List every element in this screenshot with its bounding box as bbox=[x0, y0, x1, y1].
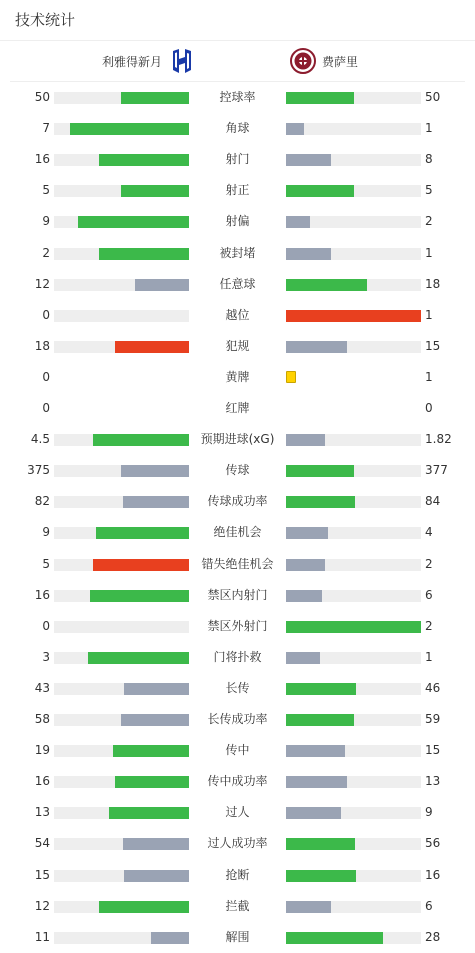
home-value: 82 bbox=[34, 494, 50, 509]
away-value: 56 bbox=[425, 836, 441, 851]
home-bar-track bbox=[54, 248, 189, 260]
home-value: 50 bbox=[34, 90, 50, 104]
away-bar-fill bbox=[286, 807, 341, 819]
stat-row bbox=[0, 331, 475, 362]
stat-row bbox=[0, 828, 475, 859]
away-bar-track bbox=[286, 590, 421, 602]
home-value: 0 bbox=[42, 618, 50, 633]
away-bar-fill bbox=[286, 279, 367, 291]
home-value: 5 bbox=[42, 556, 50, 571]
away-value: 2 bbox=[425, 556, 433, 571]
home-bar-track bbox=[54, 621, 189, 633]
stat-label: 黄牌 bbox=[225, 369, 250, 384]
stat-row bbox=[0, 238, 475, 269]
away-value: 6 bbox=[425, 587, 433, 602]
away-bar-fill bbox=[286, 559, 325, 571]
stat-label: 禁区外射门 bbox=[207, 618, 268, 633]
home-bar-track bbox=[54, 932, 189, 944]
away-value: 8 bbox=[425, 152, 433, 167]
stat-row bbox=[0, 642, 475, 673]
away-bar-track bbox=[286, 745, 421, 757]
home-bar-fill bbox=[121, 92, 189, 104]
away-value: 1.82 bbox=[425, 432, 452, 447]
home-value: 0 bbox=[42, 401, 50, 415]
away-value: 1 bbox=[425, 245, 433, 260]
home-bar-track bbox=[54, 590, 189, 602]
stat-label: 红牌 bbox=[225, 401, 250, 415]
home-bar-track bbox=[54, 652, 189, 664]
stat-row bbox=[0, 300, 475, 331]
home-value: 12 bbox=[34, 898, 50, 913]
away-bar-fill bbox=[286, 652, 320, 664]
stat-row bbox=[0, 673, 475, 704]
home-bar-fill bbox=[113, 745, 189, 757]
stat-row bbox=[0, 860, 475, 891]
away-bar-track bbox=[286, 310, 421, 322]
home-bar-fill bbox=[99, 248, 189, 260]
away-value: 1 bbox=[425, 649, 433, 664]
stat-label: 传球成功率 bbox=[207, 494, 268, 509]
away-bar-track bbox=[286, 341, 421, 353]
home-value: 16 bbox=[34, 774, 50, 789]
home-value: 0 bbox=[42, 369, 50, 384]
away-bar-track bbox=[286, 652, 421, 664]
away-bar-track bbox=[286, 216, 421, 228]
stat-row bbox=[0, 424, 475, 455]
away-bar-fill bbox=[286, 870, 356, 882]
stat-label: 抢断 bbox=[225, 867, 250, 882]
home-value: 0 bbox=[42, 307, 50, 322]
section-title: 技术统计 bbox=[0, 0, 475, 41]
home-bar-track bbox=[54, 496, 189, 508]
away-bar-fill bbox=[286, 590, 322, 602]
home-bar-track bbox=[54, 279, 189, 291]
away-value: 1 bbox=[425, 369, 433, 384]
away-value: 59 bbox=[425, 712, 441, 726]
stat-label: 长传 bbox=[225, 680, 250, 695]
stat-label: 禁区内射门 bbox=[207, 587, 268, 602]
home-bar-track bbox=[54, 870, 189, 882]
away-bar-fill bbox=[286, 932, 383, 944]
away-bar-track bbox=[286, 279, 421, 291]
away-team-name: 费萨里 bbox=[322, 54, 359, 69]
stat-label: 射正 bbox=[225, 183, 250, 198]
stat-label: 解围 bbox=[225, 929, 250, 944]
away-value: 0 bbox=[425, 401, 433, 415]
home-value: 16 bbox=[34, 587, 50, 602]
away-bar-fill bbox=[286, 745, 345, 757]
away-value: 15 bbox=[425, 743, 441, 758]
stat-row bbox=[0, 549, 475, 580]
stat-label: 控球率 bbox=[219, 90, 256, 104]
away-value: 18 bbox=[425, 276, 441, 291]
stat-label: 错失绝佳机会 bbox=[201, 556, 274, 571]
home-bar-fill bbox=[90, 590, 189, 602]
stat-row bbox=[0, 517, 475, 548]
stat-row bbox=[0, 206, 475, 237]
stat-label: 犯规 bbox=[225, 338, 250, 353]
away-value: 6 bbox=[425, 898, 433, 913]
home-bar-fill bbox=[99, 901, 189, 913]
away-bar-track bbox=[286, 838, 421, 850]
away-value: 4 bbox=[425, 525, 433, 540]
stat-label: 角球 bbox=[225, 121, 250, 136]
home-value: 54 bbox=[34, 836, 50, 851]
home-bar-fill bbox=[93, 434, 189, 446]
away-bar-fill bbox=[286, 92, 354, 104]
away-value: 9 bbox=[425, 805, 433, 820]
home-value: 375 bbox=[27, 463, 50, 478]
stat-label: 任意球 bbox=[219, 276, 256, 291]
away-bar-fill bbox=[286, 310, 421, 322]
away-bar-track bbox=[286, 248, 421, 260]
away-bar-fill bbox=[286, 123, 304, 135]
home-value: 4.5 bbox=[30, 432, 50, 447]
home-bar-track bbox=[54, 807, 189, 819]
home-bar-fill bbox=[96, 527, 189, 539]
home-bar-fill bbox=[93, 559, 189, 571]
stat-label: 过人 bbox=[225, 805, 250, 820]
stat-row bbox=[0, 362, 475, 393]
away-bar-fill bbox=[286, 154, 331, 166]
stat-label: 射偏 bbox=[225, 214, 250, 229]
away-team-logo-icon bbox=[290, 48, 314, 74]
away-value: 2 bbox=[425, 618, 433, 633]
away-bar-fill bbox=[286, 341, 347, 353]
home-value: 2 bbox=[42, 245, 50, 260]
stat-row bbox=[0, 393, 475, 424]
away-bar-track bbox=[286, 527, 421, 539]
away-bar-track bbox=[286, 92, 421, 104]
stat-label: 拦截 bbox=[225, 898, 250, 913]
home-bar-fill bbox=[88, 652, 189, 664]
away-value: 13 bbox=[425, 774, 441, 789]
home-bar-track bbox=[54, 776, 189, 788]
home-bar-fill bbox=[115, 776, 189, 788]
home-bar-fill bbox=[70, 123, 189, 135]
home-value: 9 bbox=[42, 525, 50, 540]
home-bar-fill bbox=[99, 154, 189, 166]
away-bar-fill bbox=[286, 496, 355, 508]
stat-row bbox=[0, 486, 475, 517]
away-bar-track bbox=[286, 496, 421, 508]
away-value: 50 bbox=[425, 90, 441, 104]
home-bar-fill bbox=[121, 185, 189, 197]
home-bar-track bbox=[54, 216, 189, 228]
stat-label: 传中成功率 bbox=[207, 774, 268, 789]
home-team[interactable] bbox=[102, 41, 194, 81]
home-value: 3 bbox=[42, 649, 50, 664]
stat-row bbox=[0, 611, 475, 642]
stat-row bbox=[0, 175, 475, 206]
home-bar-track bbox=[54, 310, 189, 322]
home-value: 43 bbox=[34, 680, 50, 695]
home-bar-track bbox=[54, 465, 189, 477]
away-bar-fill bbox=[286, 683, 356, 695]
yellow-card-icon bbox=[286, 371, 296, 383]
teams-header bbox=[10, 41, 465, 82]
stat-label: 传中 bbox=[225, 743, 250, 758]
away-bar-track bbox=[286, 683, 421, 695]
home-bar-track bbox=[54, 714, 189, 726]
away-bar-fill bbox=[286, 838, 355, 850]
away-team[interactable] bbox=[290, 41, 358, 81]
away-bar-fill bbox=[286, 216, 310, 228]
away-bar-fill bbox=[286, 185, 354, 197]
away-bar-fill bbox=[286, 621, 421, 633]
away-value: 377 bbox=[425, 463, 448, 478]
stat-label: 预期进球(xG) bbox=[200, 432, 275, 447]
stat-label: 射门 bbox=[225, 152, 250, 167]
stat-row bbox=[0, 144, 475, 175]
away-value: 84 bbox=[425, 494, 441, 509]
home-bar-track bbox=[54, 559, 189, 571]
away-bar-track bbox=[286, 901, 421, 913]
home-bar-fill bbox=[121, 465, 189, 477]
away-bar-track bbox=[286, 434, 421, 446]
home-bar-track bbox=[54, 434, 189, 446]
home-value: 12 bbox=[34, 276, 50, 291]
stat-row bbox=[0, 922, 475, 953]
away-bar-track bbox=[286, 932, 421, 944]
home-bar-fill bbox=[115, 341, 189, 353]
home-bar-track bbox=[54, 123, 189, 135]
home-bar-track bbox=[54, 901, 189, 913]
stat-label: 绝佳机会 bbox=[213, 525, 262, 540]
away-bar-fill bbox=[286, 776, 347, 788]
away-value: 5 bbox=[425, 183, 433, 198]
stats-table bbox=[0, 82, 475, 953]
home-bar-track bbox=[54, 683, 189, 695]
home-bar-track bbox=[54, 745, 189, 757]
away-bar-fill bbox=[286, 901, 331, 913]
home-bar-track bbox=[54, 185, 189, 197]
home-value: 9 bbox=[42, 214, 50, 229]
away-value: 28 bbox=[425, 929, 441, 944]
home-value: 7 bbox=[42, 121, 50, 136]
stat-row bbox=[0, 269, 475, 300]
home-bar-fill bbox=[123, 838, 189, 850]
stat-row bbox=[0, 455, 475, 486]
away-bar-fill bbox=[286, 465, 354, 477]
stat-row bbox=[0, 82, 475, 113]
stat-label: 传球 bbox=[225, 463, 250, 478]
home-value: 5 bbox=[42, 183, 50, 198]
stat-row bbox=[0, 891, 475, 922]
away-value: 2 bbox=[425, 214, 433, 229]
home-bar-track bbox=[54, 527, 189, 539]
stat-row bbox=[0, 797, 475, 828]
home-value: 58 bbox=[34, 712, 50, 726]
away-bar-fill bbox=[286, 248, 331, 260]
away-bar-fill bbox=[286, 714, 354, 726]
away-bar-fill bbox=[286, 434, 325, 446]
away-bar-track bbox=[286, 154, 421, 166]
stat-row bbox=[0, 704, 475, 735]
home-bar-track bbox=[54, 838, 189, 850]
stat-label: 越位 bbox=[225, 307, 250, 322]
away-bar-track bbox=[286, 123, 421, 135]
stat-label: 长传成功率 bbox=[207, 712, 268, 726]
away-bar-track bbox=[286, 714, 421, 726]
stat-label: 被封堵 bbox=[219, 245, 256, 260]
home-bar-fill bbox=[109, 807, 189, 819]
home-team-logo-icon bbox=[170, 48, 194, 74]
home-team-name: 利雅得新月 bbox=[102, 54, 163, 69]
stat-row bbox=[0, 766, 475, 797]
away-bar-track bbox=[286, 870, 421, 882]
home-bar-track bbox=[54, 92, 189, 104]
stat-row bbox=[0, 113, 475, 144]
home-value: 13 bbox=[34, 805, 50, 820]
home-bar-fill bbox=[123, 496, 189, 508]
stat-label: 过人成功率 bbox=[207, 836, 268, 851]
home-bar-fill bbox=[78, 216, 189, 228]
home-value: 19 bbox=[34, 743, 50, 758]
away-bar-track bbox=[286, 185, 421, 197]
away-bar-track bbox=[286, 776, 421, 788]
stat-label: 门将扑救 bbox=[213, 649, 262, 664]
away-value: 46 bbox=[425, 680, 441, 695]
away-bar-fill bbox=[286, 527, 328, 539]
stat-row bbox=[0, 735, 475, 766]
away-bar-track bbox=[286, 465, 421, 477]
home-bar-fill bbox=[151, 932, 189, 944]
home-value: 15 bbox=[34, 867, 50, 882]
away-bar-track bbox=[286, 807, 421, 819]
away-bar-track bbox=[286, 559, 421, 571]
home-value: 18 bbox=[34, 338, 50, 353]
stat-row bbox=[0, 580, 475, 611]
away-value: 1 bbox=[425, 121, 433, 136]
home-bar-fill bbox=[121, 714, 189, 726]
home-value: 11 bbox=[34, 929, 50, 944]
home-bar-track bbox=[54, 341, 189, 353]
away-value: 1 bbox=[425, 307, 433, 322]
away-bar-track bbox=[286, 621, 421, 633]
home-bar-fill bbox=[135, 279, 189, 291]
away-value: 16 bbox=[425, 867, 441, 882]
away-value: 15 bbox=[425, 338, 441, 353]
home-bar-track bbox=[54, 154, 189, 166]
home-value: 16 bbox=[34, 152, 50, 167]
home-bar-fill bbox=[124, 870, 189, 882]
home-bar-fill bbox=[124, 683, 189, 695]
